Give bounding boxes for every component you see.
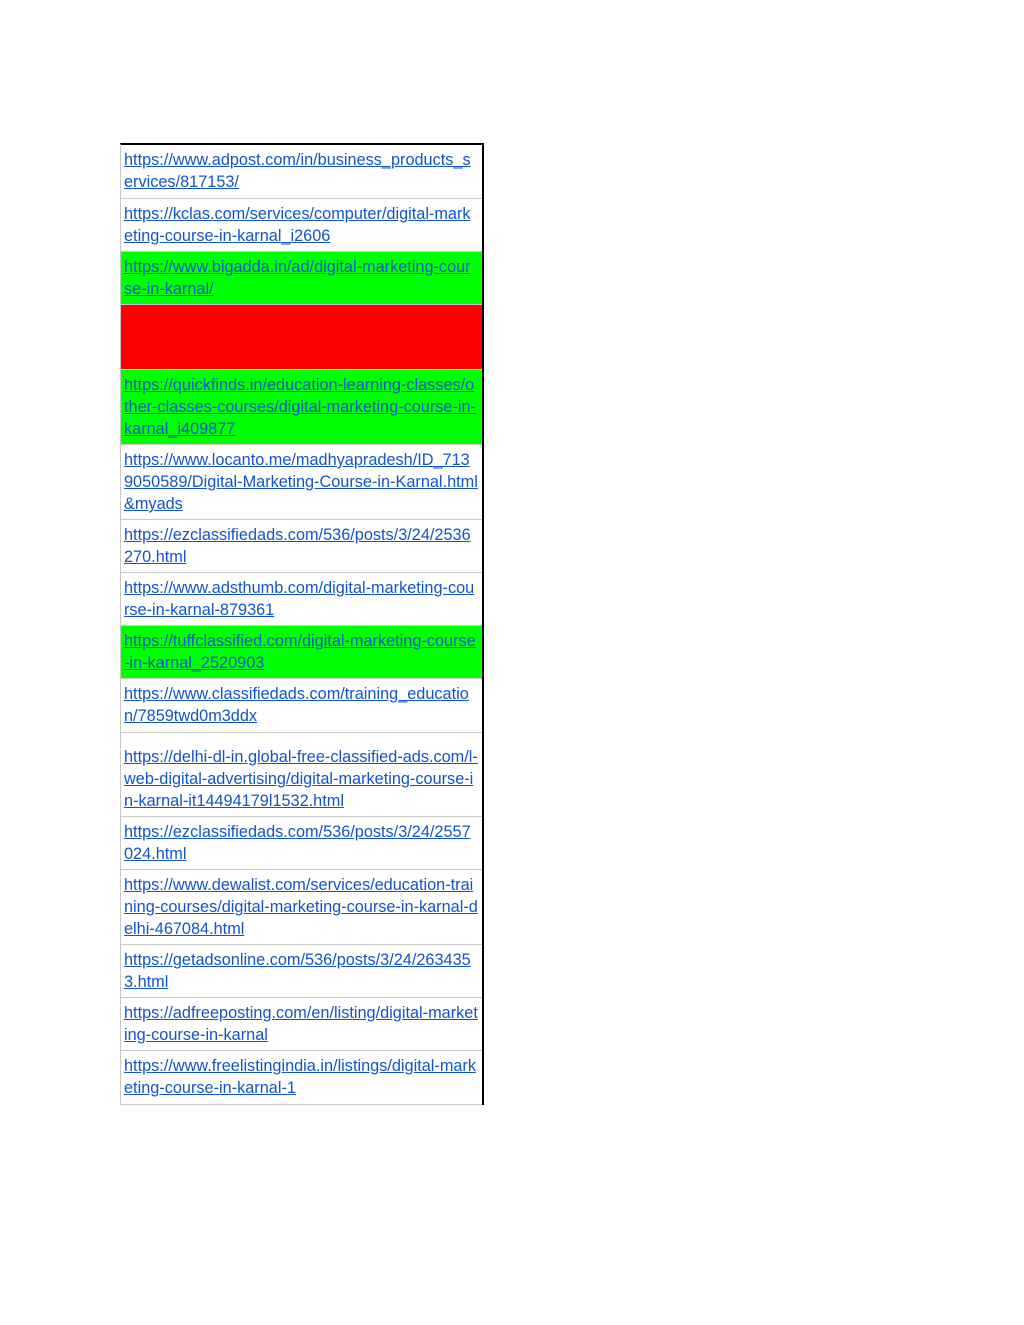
url-link[interactable]: https://ezclassifiedads.com/536/posts/3/24/2536270.html: [124, 526, 471, 566]
url-link[interactable]: https://quickfinds.in/education-learning-classes/other-classes-courses/digital-marketing-course-in-karnal_i409877: [124, 376, 476, 438]
url-link[interactable]: https://www.freelistingindia.in/listings/digital-marketing-course-in-karnal-1: [124, 1057, 476, 1097]
url-link[interactable]: https://www.bigadda.in/ad/digital-marketing-course-in-karnal/: [124, 258, 471, 298]
table-row: [121, 520, 482, 573]
url-link[interactable]: https://www.adpost.com/in/business_products_services/817153/: [124, 151, 471, 191]
url-link[interactable]: https://tuffclassified.com/digital-marketing-course-in-karnal_2520903: [124, 632, 476, 672]
table-row: [121, 679, 482, 733]
table-row: [121, 998, 482, 1051]
table-row: [121, 370, 482, 445]
table-row: [121, 626, 482, 679]
url-link[interactable]: https://www.locanto.me/madhyapradesh/ID_7139050589/Digital-Marketing-Course-in-Karnal.html&myads: [124, 451, 478, 513]
url-link[interactable]: https://ezclassifiedads.com/536/posts/3/24/2557024.html: [124, 823, 471, 863]
url-link[interactable]: https://www.adsthumb.com/digital-marketing-course-in-karnal-879361: [124, 579, 475, 619]
table-row: [121, 199, 482, 252]
table-row: [121, 817, 482, 870]
url-link[interactable]: https://delhi-dl-in.global-free-classified-ads.com/l-web-digital-advertising/digital-marketing-course-in-karnal-it14494179l1532.html: [124, 748, 478, 810]
url-link[interactable]: https://adfreeposting.com/en/listing/digital-marketing-course-in-karnal: [124, 1004, 478, 1044]
url-link[interactable]: https://www.classifiedads.com/training_education/7859twd0m3ddx: [124, 685, 469, 725]
table-row: [121, 305, 482, 370]
table-row: [121, 733, 482, 817]
url-link[interactable]: https://kclas.com/services/computer/digital-marketing-course-in-karnal_i2606: [124, 205, 471, 245]
table-row: [121, 1051, 482, 1105]
url-table: [120, 143, 484, 1105]
table-row: [121, 870, 482, 945]
table-row: [121, 573, 482, 626]
table-row: [121, 252, 482, 305]
url-link[interactable]: https://www.dewalist.com/services/education-training-courses/digital-marketing-course-in-karnal-delhi-467084.html: [124, 876, 478, 938]
table-row: [121, 445, 482, 520]
table-row: [121, 945, 482, 998]
url-link[interactable]: https://getadsonline.com/536/posts/3/24/2634353.html: [124, 951, 471, 991]
table-row: [121, 145, 482, 199]
